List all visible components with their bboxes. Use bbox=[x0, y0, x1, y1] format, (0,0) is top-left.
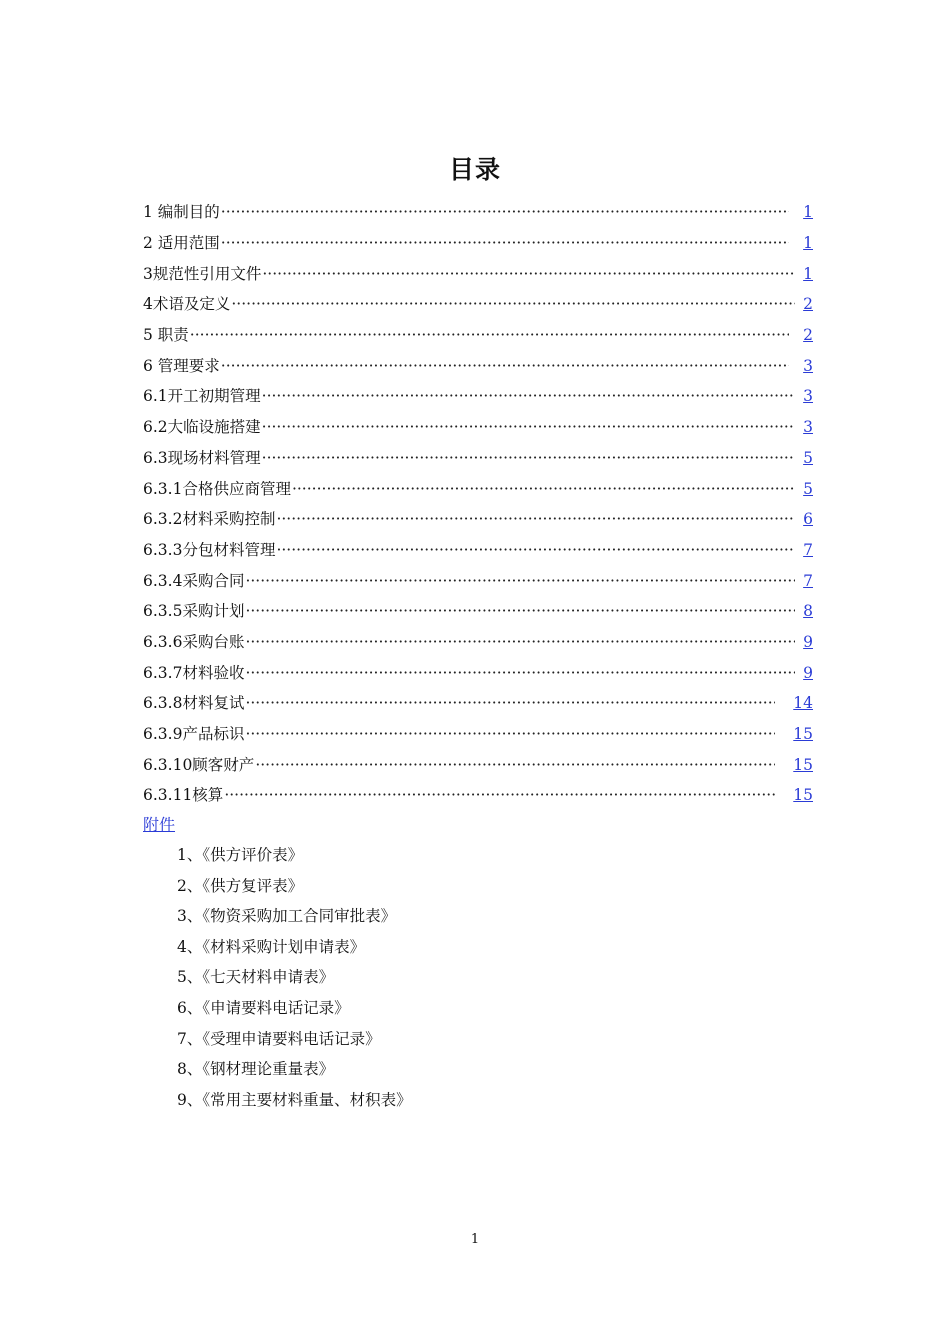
toc-entry bbox=[143, 197, 813, 228]
toc-page-link[interactable]: 15 bbox=[793, 725, 813, 744]
toc-leader-dots bbox=[221, 228, 789, 258]
attachment-item: 1、《供方评价表》 bbox=[177, 846, 304, 864]
toc-page-link[interactable]: 15 bbox=[793, 786, 813, 805]
toc-leader-dots bbox=[231, 289, 795, 319]
toc-entry bbox=[143, 780, 813, 811]
toc-leader-dots bbox=[245, 719, 775, 749]
toc-leader-dots bbox=[245, 627, 795, 657]
toc-page-link[interactable]: 5 bbox=[803, 479, 813, 498]
toc-page-link[interactable]: 3 bbox=[803, 356, 813, 375]
toc-page-link[interactable]: 8 bbox=[803, 602, 813, 621]
toc-entry-label: 3规范性引用文件 bbox=[143, 264, 262, 283]
toc-entry-label: 6.3.1合格供应商管理 bbox=[143, 479, 291, 498]
toc-entry-label: 4术语及定义 bbox=[143, 295, 231, 314]
page-number: 1 bbox=[470, 1232, 480, 1247]
attachment-item: 4、《材料采购计划申请表》 bbox=[177, 937, 366, 956]
toc-entry-label: 6.3.6采购台账 bbox=[143, 632, 245, 651]
toc-page-link[interactable]: 5 bbox=[803, 448, 813, 467]
toc-entry-label: 6.3.11核算 bbox=[143, 786, 224, 805]
toc-leader-dots bbox=[224, 780, 775, 810]
toc-leader-dots bbox=[221, 197, 789, 227]
toc-leader-dots bbox=[245, 688, 775, 718]
toc-page-link[interactable]: 9 bbox=[803, 632, 813, 651]
toc-entry bbox=[143, 320, 813, 351]
toc-entry bbox=[143, 627, 813, 658]
attachment-item: 7、《受理申请要料电话记录》 bbox=[177, 1029, 381, 1048]
toc-entry bbox=[143, 289, 813, 320]
toc-entry bbox=[143, 381, 813, 412]
toc-page-link[interactable]: 1 bbox=[803, 264, 813, 283]
toc-leader-dots bbox=[262, 412, 795, 442]
attachment-item: 9、《常用主要材料重量、材积表》 bbox=[177, 1090, 412, 1109]
toc-entry-label: 1 编制目的 bbox=[143, 203, 220, 222]
toc-leader-dots bbox=[276, 535, 795, 565]
toc-page-link[interactable]: 2 bbox=[803, 326, 813, 345]
toc-entry-label: 6.3.2材料采购控制 bbox=[143, 510, 276, 529]
toc-entry bbox=[143, 565, 813, 596]
attachments-list bbox=[177, 840, 412, 1115]
toc-entry-label: 5 职责 bbox=[143, 326, 189, 345]
toc-entry bbox=[143, 228, 813, 259]
toc-entry bbox=[143, 412, 813, 443]
toc-entry-label: 6.3.4采购合同 bbox=[143, 571, 245, 590]
toc-page-link[interactable]: 7 bbox=[803, 540, 813, 559]
toc-leader-dots bbox=[245, 658, 795, 688]
attachment-item: 3、《物资采购加工合同审批表》 bbox=[177, 907, 397, 926]
toc-entry-label: 6.3.9产品标识 bbox=[143, 725, 245, 744]
toc-leader-dots bbox=[262, 259, 795, 289]
toc-entry bbox=[143, 688, 813, 719]
toc-entry bbox=[143, 443, 813, 474]
toc-entry-label: 6.3现场材料管理 bbox=[143, 448, 261, 467]
toc-entry-label: 6.3.8材料复试 bbox=[143, 694, 245, 713]
toc-leader-dots bbox=[276, 504, 795, 534]
attachments-heading-link[interactable]: 附件 bbox=[143, 815, 176, 834]
toc-page-link[interactable]: 6 bbox=[803, 510, 813, 529]
toc-page-link[interactable]: 1 bbox=[803, 203, 813, 222]
toc-page-link[interactable]: 3 bbox=[803, 418, 813, 437]
toc-entry bbox=[143, 350, 813, 381]
toc-entry bbox=[143, 535, 813, 566]
toc-leader-dots bbox=[245, 566, 795, 596]
toc-page-link[interactable]: 2 bbox=[803, 295, 813, 314]
toc-entry-label: 6 管理要求 bbox=[143, 356, 220, 375]
toc-entry-label: 6.1开工初期管理 bbox=[143, 387, 261, 406]
toc-page-link[interactable]: 9 bbox=[803, 663, 813, 682]
toc-entry-label: 6.3.7材料验收 bbox=[143, 663, 245, 682]
toc-page-link[interactable]: 15 bbox=[793, 755, 813, 774]
toc-leader-dots bbox=[190, 320, 789, 350]
toc-entry bbox=[143, 657, 813, 688]
table-of-contents bbox=[143, 197, 813, 811]
toc-entry bbox=[143, 719, 813, 750]
toc-leader-dots bbox=[262, 443, 795, 473]
toc-page-link[interactable]: 3 bbox=[803, 387, 813, 406]
toc-leader-dots bbox=[245, 596, 795, 626]
toc-entry-label: 2 适用范围 bbox=[143, 234, 220, 253]
toc-page-link[interactable]: 7 bbox=[803, 571, 813, 590]
attachment-item: 5、《七天材料申请表》 bbox=[177, 968, 335, 987]
toc-leader-dots bbox=[292, 474, 795, 504]
toc-page-link[interactable]: 14 bbox=[793, 694, 813, 713]
toc-entry bbox=[143, 258, 813, 289]
toc-entry bbox=[143, 473, 813, 504]
toc-entry-label: 6.2大临设施搭建 bbox=[143, 418, 261, 437]
toc-entry-label: 6.3.5采购计划 bbox=[143, 602, 245, 621]
attachment-item: 2、《供方复评表》 bbox=[177, 876, 304, 895]
page-title: 目录 bbox=[448, 155, 501, 184]
attachment-item: 8、《钢材理论重量表》 bbox=[177, 1060, 335, 1079]
attachment-item: 6、《申请要料电话记录》 bbox=[177, 998, 350, 1017]
toc-leader-dots bbox=[262, 381, 795, 411]
toc-page-link[interactable]: 1 bbox=[803, 234, 813, 253]
toc-leader-dots bbox=[255, 750, 775, 780]
toc-leader-dots bbox=[221, 351, 789, 381]
toc-entry-label: 6.3.3分包材料管理 bbox=[143, 540, 276, 559]
toc-entry bbox=[143, 596, 813, 627]
toc-entry bbox=[143, 504, 813, 535]
toc-entry-label: 6.3.10顾客财产 bbox=[143, 755, 255, 774]
toc-entry bbox=[143, 749, 813, 780]
